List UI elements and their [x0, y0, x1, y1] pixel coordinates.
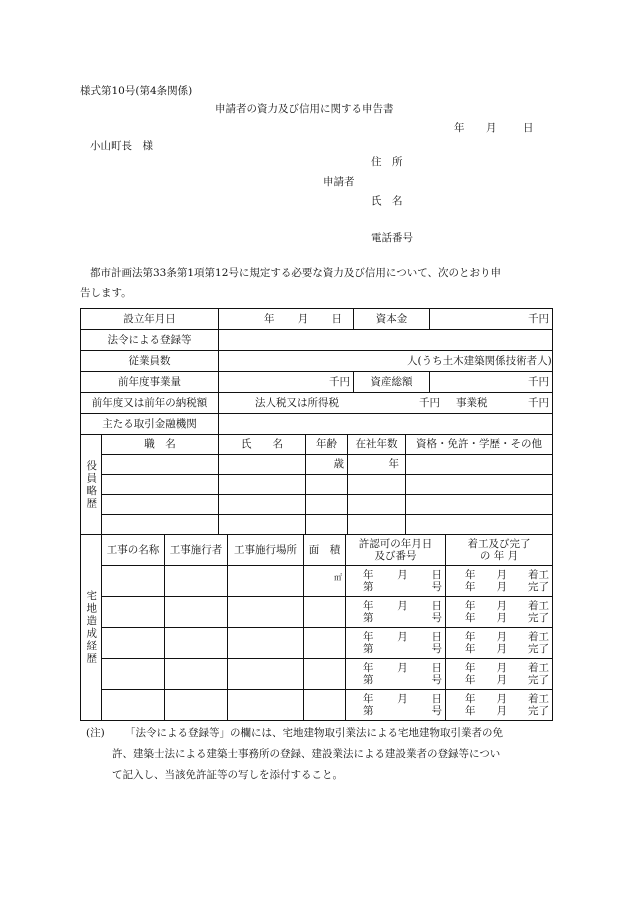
permit-year: 年 — [363, 692, 374, 705]
period-cell — [446, 690, 553, 721]
establish-date-value — [219, 309, 354, 330]
company-info-table — [80, 308, 553, 435]
permit-no-prefix: 第 — [363, 643, 374, 655]
note-label: (注) — [86, 727, 105, 739]
permit-header-line1: 許認可の年月日 — [358, 537, 433, 550]
end-label: 完了 — [528, 581, 549, 593]
area-cell — [304, 628, 346, 659]
row-tax — [81, 393, 553, 414]
start-year: 年 — [465, 599, 476, 612]
contractor-cell — [165, 690, 228, 721]
officers-table — [80, 434, 553, 535]
start-label: 着工 — [528, 692, 549, 705]
start-label: 着工 — [528, 599, 549, 612]
contractor-cell — [165, 628, 228, 659]
officer-name-cell — [219, 515, 306, 535]
officer-col-name: 氏 名 — [219, 435, 306, 455]
business-tax-label: 事業税 — [456, 396, 488, 409]
area-cell — [304, 597, 346, 628]
applicant-label: 申請者 — [323, 176, 355, 188]
start-month: 月 — [496, 599, 507, 612]
row-establish — [81, 309, 553, 330]
location-cell — [228, 690, 304, 721]
officer-name-cell — [219, 495, 306, 515]
location-cell — [228, 597, 304, 628]
permit-month: 月 — [397, 568, 408, 581]
end-year: 年 — [465, 612, 476, 624]
phone-label: 電話番号 — [371, 232, 413, 244]
permit-cell — [346, 597, 446, 628]
total-assets-unit: 千円 — [430, 372, 553, 393]
permit-no-suffix: 号 — [431, 612, 442, 624]
row-employees — [81, 351, 553, 372]
history-row — [81, 597, 553, 628]
form-number: 様式第10号(第4条関係) — [80, 85, 193, 97]
permit-month: 月 — [397, 599, 408, 612]
permit-no-suffix: 号 — [431, 705, 442, 717]
end-month: 月 — [496, 674, 507, 686]
period-cell — [446, 628, 553, 659]
start-year: 年 — [465, 630, 476, 643]
start-label: 着工 — [528, 661, 549, 674]
business-tax-unit: 千円 — [528, 396, 549, 409]
permit-cell — [346, 659, 446, 690]
history-header-row — [81, 535, 553, 566]
work-name-cell — [102, 628, 165, 659]
officer-col-years: 在社年数 — [348, 435, 406, 455]
corp-tax-label: 法人税又は所得税 — [255, 396, 339, 409]
end-month: 月 — [496, 581, 507, 593]
permit-year: 年 — [363, 568, 374, 581]
officer-name-cell — [219, 475, 306, 495]
officer-years-cell — [348, 475, 406, 495]
permit-no-prefix: 第 — [363, 581, 374, 593]
officer-title-cell — [102, 515, 219, 535]
permit-no-suffix: 号 — [431, 643, 442, 655]
total-assets-label: 資産総額 — [354, 372, 430, 393]
end-year: 年 — [465, 581, 476, 593]
contractor-cell — [165, 659, 228, 690]
start-year: 年 — [465, 661, 476, 674]
officer-name-cell — [219, 455, 306, 475]
location-cell — [228, 659, 304, 690]
location-cell — [228, 566, 304, 597]
capital-label: 資本金 — [354, 309, 430, 330]
officer-title-cell — [102, 475, 219, 495]
permit-month: 月 — [397, 630, 408, 643]
officer-age-unit: 歳 — [306, 455, 348, 475]
officer-row — [81, 475, 553, 495]
officer-row — [81, 455, 553, 475]
capital-unit: 千円 — [430, 309, 553, 330]
officer-col-age: 年齢 — [306, 435, 348, 455]
history-row — [81, 628, 553, 659]
employees-unit: 人) — [537, 354, 552, 367]
end-label: 完了 — [528, 643, 549, 655]
permit-day: 日 — [431, 630, 442, 643]
end-month: 月 — [496, 643, 507, 655]
history-col-period — [446, 535, 553, 566]
officer-years-unit: 年 — [348, 455, 406, 475]
work-name-cell — [102, 659, 165, 690]
end-year: 年 — [465, 643, 476, 655]
officer-col-qualifications: 資格・免許・学歴・その他 — [406, 435, 553, 455]
ymd-day: 日 — [331, 312, 342, 325]
history-row — [81, 659, 553, 690]
start-month: 月 — [496, 568, 507, 581]
prev-sales-unit: 千円 — [219, 372, 354, 393]
note-line-3: て記入し、当該免許証等の写しを添付すること。 — [112, 769, 343, 781]
note-line-2: 許、建築士法による建築士事務所の登録、建設業法による建設業者の登録等につい — [112, 748, 501, 760]
employees-text: 人(うち土木建築関係技術者 — [407, 354, 538, 367]
period-cell — [446, 659, 553, 690]
work-name-cell — [102, 597, 165, 628]
officer-row — [81, 515, 553, 535]
start-month: 月 — [496, 692, 507, 705]
end-year: 年 — [465, 705, 476, 717]
registration-value — [219, 330, 553, 351]
body-line-2: 告します。 — [80, 287, 132, 299]
row-registration — [81, 330, 553, 351]
start-year: 年 — [465, 568, 476, 581]
establish-date-label: 設立年月日 — [81, 309, 219, 330]
permit-year: 年 — [363, 599, 374, 612]
registration-label: 法令による登録等 — [81, 330, 219, 351]
officer-age-cell — [306, 515, 348, 535]
history-row — [81, 566, 553, 597]
history-col-location: 工事施行場所 — [228, 535, 304, 566]
tax-value — [219, 393, 553, 414]
body-line-1: 都市計画法第33条第1項第12号に規定する必要な資力及び信用について、次のとおり申 — [90, 267, 501, 279]
end-label: 完了 — [528, 674, 549, 686]
permit-no-prefix: 第 — [363, 612, 374, 624]
date-day: 日 — [523, 122, 534, 134]
permit-cell — [346, 628, 446, 659]
history-col-work-name: 工事の名称 — [102, 535, 165, 566]
contractor-cell — [165, 566, 228, 597]
history-col-permit — [346, 535, 446, 566]
development-history-table — [80, 534, 553, 721]
note-line-1: 「法令による登録等」の欄には、宅地建物取引業法による宅地建物取引業者の免 — [125, 727, 503, 739]
officer-age-cell — [306, 475, 348, 495]
employees-label: 従業員数 — [81, 351, 219, 372]
permit-cell — [346, 566, 446, 597]
addressee: 小山町長 様 — [90, 140, 153, 152]
officer-qual-cell — [406, 475, 553, 495]
officer-qual-cell — [406, 495, 553, 515]
permit-day: 日 — [431, 599, 442, 612]
start-year: 年 — [465, 692, 476, 705]
ymd-year: 年 — [264, 312, 275, 325]
date-month: 月 — [486, 122, 497, 134]
end-label: 完了 — [528, 612, 549, 624]
area-cell — [304, 659, 346, 690]
permit-month: 月 — [397, 692, 408, 705]
date-year: 年 — [454, 122, 465, 134]
area-cell — [304, 690, 346, 721]
name-label: 氏 名 — [371, 195, 403, 207]
prev-sales-label: 前年度事業量 — [81, 372, 219, 393]
area-unit: ㎡ — [304, 566, 346, 597]
permit-no-suffix: 号 — [431, 674, 442, 686]
history-row — [81, 690, 553, 721]
permit-header-line2: 及び番号 — [374, 550, 417, 562]
permit-no-prefix: 第 — [363, 705, 374, 717]
start-label: 着工 — [528, 630, 549, 643]
employees-value — [219, 351, 553, 372]
officer-age-cell — [306, 495, 348, 515]
permit-day: 日 — [431, 568, 442, 581]
tax-label: 前年度又は前年の納税額 — [81, 393, 219, 414]
page-title: 申請者の資力及び信用に関する申告書 — [215, 103, 394, 115]
bank-label: 主たる取引金融機関 — [81, 414, 219, 435]
officers-header-row — [81, 435, 553, 455]
permit-year: 年 — [363, 661, 374, 674]
history-col-contractor: 工事施行者 — [165, 535, 228, 566]
permit-no-suffix: 号 — [431, 581, 442, 593]
row-prev-sales — [81, 372, 553, 393]
work-name-cell — [102, 566, 165, 597]
officer-qual-cell — [406, 515, 553, 535]
officer-title-cell — [102, 455, 219, 475]
permit-no-prefix: 第 — [363, 674, 374, 686]
history-col-area: 面 積 — [304, 535, 346, 566]
row-bank — [81, 414, 553, 435]
permit-month: 月 — [397, 661, 408, 674]
location-cell — [228, 628, 304, 659]
history-section-label: 宅地造成経歴 — [81, 535, 102, 721]
end-month: 月 — [496, 612, 507, 624]
officer-qual-cell — [406, 455, 553, 475]
officers-section-label: 役員略歴 — [81, 435, 102, 535]
start-month: 月 — [496, 661, 507, 674]
period-cell — [446, 597, 553, 628]
permit-day: 日 — [431, 692, 442, 705]
address-label: 住 所 — [371, 156, 403, 168]
end-year: 年 — [465, 674, 476, 686]
officer-col-title: 職 名 — [102, 435, 219, 455]
officer-row — [81, 495, 553, 515]
ymd-month: 月 — [297, 312, 309, 325]
period-header-line1: 着工及び完了 — [467, 537, 531, 550]
end-month: 月 — [496, 705, 507, 717]
permit-cell — [346, 690, 446, 721]
permit-day: 日 — [431, 661, 442, 674]
permit-year: 年 — [363, 630, 374, 643]
bank-value — [219, 414, 553, 435]
contractor-cell — [165, 597, 228, 628]
start-label: 着工 — [528, 568, 549, 581]
period-cell — [446, 566, 553, 597]
officer-years-cell — [348, 495, 406, 515]
officer-title-cell — [102, 495, 219, 515]
corp-tax-unit: 千円 — [419, 396, 440, 409]
start-month: 月 — [496, 630, 507, 643]
period-header-line2: の 年 月 — [479, 550, 519, 562]
end-label: 完了 — [528, 705, 549, 717]
officer-years-cell — [348, 515, 406, 535]
work-name-cell — [102, 690, 165, 721]
